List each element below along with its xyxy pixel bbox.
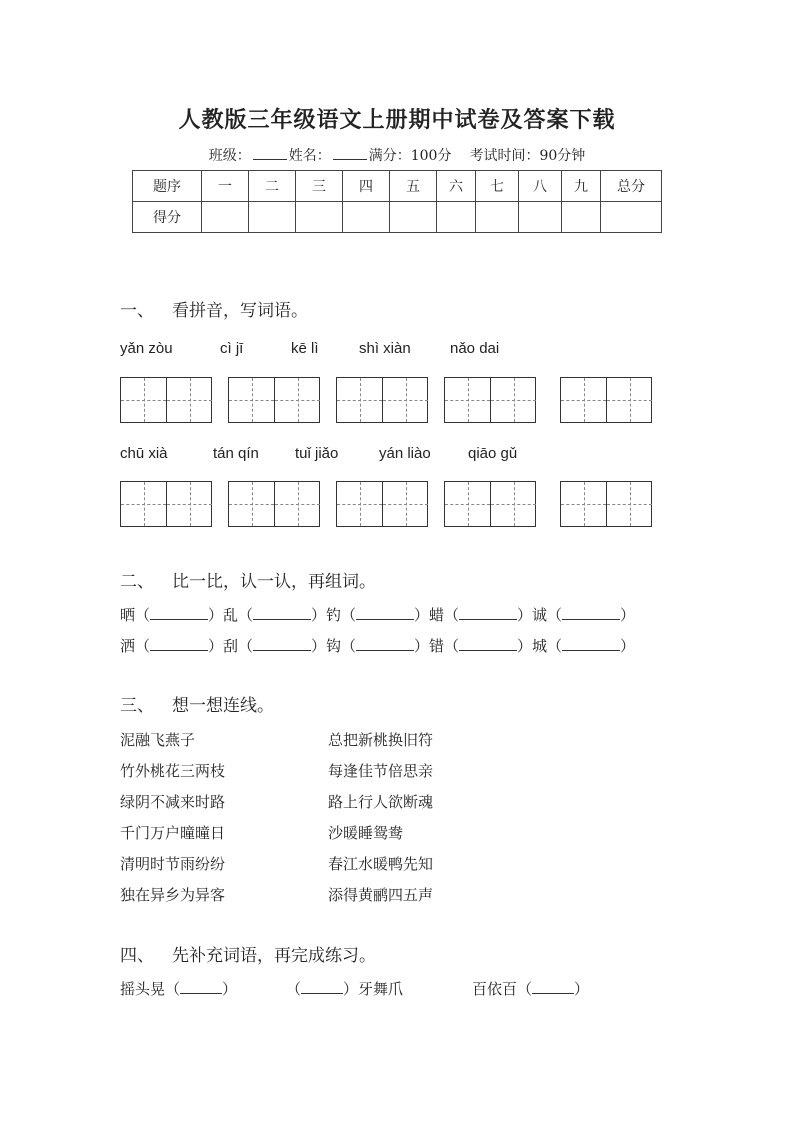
- header-cell: 总分: [601, 171, 662, 202]
- section-4-heading: [120, 941, 376, 966]
- character: 钩: [326, 637, 342, 655]
- header-cell: 二: [249, 171, 296, 202]
- header-cell: 四: [343, 171, 390, 202]
- header-cell: 五: [390, 171, 437, 202]
- pinyin-label: cì jī: [220, 340, 244, 357]
- header-cell: 七: [476, 171, 519, 202]
- answer-blank[interactable]: [180, 981, 222, 994]
- answer-blank[interactable]: [459, 607, 517, 620]
- answer-blank[interactable]: [253, 607, 311, 620]
- section-title: 看拼音，写词语。: [172, 301, 308, 321]
- header-cell: 三: [296, 171, 343, 202]
- answer-blank[interactable]: [356, 638, 414, 651]
- poem-line-left[interactable]: 绿阴不减来时路: [120, 793, 226, 811]
- writing-box[interactable]: [444, 377, 536, 423]
- character: 乱: [223, 606, 239, 624]
- compare-item: 晒（ ）: [120, 606, 224, 624]
- name-label: 姓名：: [288, 148, 331, 164]
- poem-line-left[interactable]: 清明时节雨纷纷: [120, 855, 226, 873]
- score-table-header-row: [133, 171, 662, 202]
- score-table: [132, 170, 662, 233]
- compare-item: 乱（ ）: [223, 606, 327, 624]
- fill-item: [286, 978, 403, 999]
- section-number: 一、: [120, 301, 154, 321]
- class-label: 班级：: [208, 148, 251, 164]
- answer-blank[interactable]: [301, 981, 343, 994]
- poem-line-left[interactable]: 独在异乡为异客: [120, 886, 226, 904]
- poem-line-left[interactable]: 千门万户曈曈日: [120, 824, 226, 842]
- poem-line-right[interactable]: 路上行人欲断魂: [328, 793, 434, 811]
- character: 刮: [223, 637, 239, 655]
- score-cell[interactable]: [476, 202, 519, 233]
- compare-item: 钩（ ）: [326, 637, 430, 655]
- answer-blank[interactable]: [459, 638, 517, 651]
- answer-blank[interactable]: [356, 607, 414, 620]
- answer-blank[interactable]: [562, 638, 620, 651]
- score-cell[interactable]: [249, 202, 296, 233]
- section-number: 二、: [120, 572, 154, 592]
- pinyin-label: tán qín: [213, 445, 259, 462]
- writing-box[interactable]: [336, 481, 428, 527]
- writing-box[interactable]: [228, 481, 320, 527]
- poem-line-right[interactable]: 沙暖睡鸳鸯: [328, 824, 404, 842]
- writing-box[interactable]: [120, 377, 212, 423]
- section-title: 先补充词语，再完成练习。: [172, 946, 376, 966]
- header-cell: 一: [202, 171, 249, 202]
- full-score: 满分：100分: [368, 148, 452, 164]
- header-cell: 六: [437, 171, 476, 202]
- compare-row-1: [120, 604, 635, 625]
- pinyin-label: nǎo dai: [450, 340, 500, 357]
- answer-blank[interactable]: [562, 607, 620, 620]
- character: 晒: [120, 606, 136, 624]
- exam-info: [0, 145, 794, 165]
- writing-box[interactable]: [560, 377, 652, 423]
- fill-text-before: 摇头晃（: [120, 980, 181, 998]
- header-cell: 题序: [133, 171, 202, 202]
- poem-line-right[interactable]: 添得黄鹂四五声: [328, 886, 434, 904]
- section-1-heading: [120, 296, 308, 321]
- score-table-score-row: [133, 202, 662, 233]
- writing-box[interactable]: [228, 377, 320, 423]
- score-cell[interactable]: [296, 202, 343, 233]
- compare-item: 城（ ）: [532, 637, 636, 655]
- fill-text-before: 百依百（: [472, 980, 533, 998]
- fill-text-after: ）: [574, 980, 590, 998]
- answer-blank[interactable]: [253, 638, 311, 651]
- section-number: 三、: [120, 696, 154, 716]
- fill-text-before: （: [286, 980, 302, 998]
- class-blank[interactable]: [253, 147, 287, 160]
- character: 城: [532, 637, 548, 655]
- name-blank[interactable]: [333, 147, 367, 160]
- score-cell[interactable]: [601, 202, 662, 233]
- poem-line-right[interactable]: 总把新桃换旧符: [328, 731, 434, 749]
- character: 钓: [326, 606, 342, 624]
- header-cell: 八: [519, 171, 562, 202]
- compare-item: 刮（ ）: [223, 637, 327, 655]
- answer-blank[interactable]: [150, 607, 208, 620]
- poem-line-left[interactable]: 泥融飞燕子: [120, 731, 196, 749]
- character: 洒: [120, 637, 136, 655]
- header-cell: 九: [562, 171, 601, 202]
- section-2-heading: [120, 567, 376, 592]
- character: 错: [429, 637, 445, 655]
- poem-line-right[interactable]: 每逢佳节倍思亲: [328, 762, 434, 780]
- writing-box[interactable]: [120, 481, 212, 527]
- section-title: 想一想连线。: [172, 696, 274, 716]
- compare-item: 洒（ ）: [120, 637, 224, 655]
- exam-time: 考试时间：90分钟: [469, 148, 586, 164]
- section-number: 四、: [120, 946, 154, 966]
- writing-box[interactable]: [336, 377, 428, 423]
- compare-item: 钓（ ）: [326, 606, 430, 624]
- compare-item: 错（ ）: [429, 637, 533, 655]
- score-cell[interactable]: [437, 202, 476, 233]
- writing-box[interactable]: [560, 481, 652, 527]
- section-title: 比一比，认一认，再组词。: [172, 572, 376, 592]
- score-cell[interactable]: [202, 202, 249, 233]
- pinyin-label: shì xiàn: [359, 340, 411, 357]
- compare-row-2: [120, 635, 635, 656]
- fill-item: [472, 978, 589, 999]
- character: 蜡: [429, 606, 445, 624]
- compare-item: 诚（ ）: [532, 606, 636, 624]
- score-cell[interactable]: [562, 202, 601, 233]
- pinyin-label: chū xià: [120, 445, 168, 462]
- fill-text-after: ）: [222, 980, 238, 998]
- poem-line-left[interactable]: 竹外桃花三两枝: [120, 762, 226, 780]
- score-cell[interactable]: [343, 202, 390, 233]
- row-label: 得分: [133, 202, 202, 233]
- answer-blank[interactable]: [150, 638, 208, 651]
- score-cell[interactable]: [519, 202, 562, 233]
- fill-item: [120, 978, 237, 999]
- pinyin-label: qiāo gǔ: [468, 445, 518, 462]
- section-3-heading: [120, 691, 274, 716]
- poem-line-right[interactable]: 春江水暖鸭先知: [328, 855, 434, 873]
- answer-blank[interactable]: [532, 981, 574, 994]
- compare-item: 蜡（ ）: [429, 606, 533, 624]
- character: 诚: [532, 606, 548, 624]
- page-title: 人教版三年级语文上册期中试卷及答案下载: [178, 107, 616, 133]
- writing-box[interactable]: [444, 481, 536, 527]
- score-cell[interactable]: [390, 202, 437, 233]
- pinyin-label: kē lì: [291, 340, 319, 357]
- fill-text-after: ）牙舞爪: [343, 980, 404, 998]
- pinyin-label: yǎn zòu: [120, 340, 173, 357]
- pinyin-label: yán liào: [379, 445, 431, 462]
- pinyin-label: tuǐ jiǎo: [295, 445, 339, 462]
